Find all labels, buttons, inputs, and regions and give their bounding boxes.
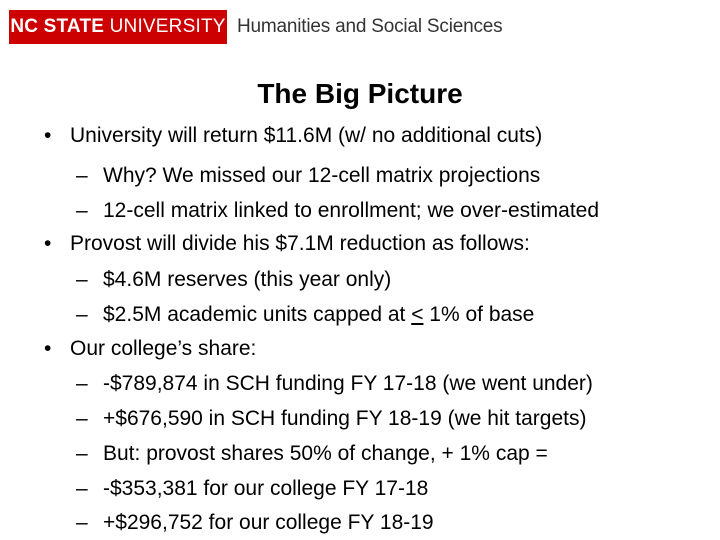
department-name: Humanities and Social Sciences: [237, 16, 503, 37]
bullet-marker: •: [44, 337, 52, 360]
logo-bold-text: NC STATE: [10, 16, 105, 37]
dash-marker: –: [76, 303, 88, 326]
slide-title: [0, 78, 720, 110]
sub-bullet-text: 12-cell matrix linked to enrollment; we over-estimated: [103, 199, 600, 222]
dash-marker: –: [76, 477, 88, 500]
text-after: 1% of base: [423, 303, 535, 326]
dash-marker: –: [76, 268, 88, 291]
sub-bullet-text: +$676,590 in SCH funding FY 18-19 (we hit targets): [103, 407, 587, 430]
sub-bullet-text: -$353,381 for our college FY 17-18: [103, 477, 429, 500]
bullet-marker: •: [44, 124, 52, 147]
text-before: $2.5M academic units capped at: [103, 303, 412, 326]
dash-marker: –: [76, 372, 88, 395]
bullet-text: Our college’s share:: [70, 337, 257, 360]
sub-bullet-text: But: provost shares 50% of change, + 1% cap =: [103, 442, 548, 465]
sub-bullet-text: $4.6M reserves (this year only): [103, 268, 392, 291]
bullet-marker: •: [44, 232, 52, 255]
bullet-text: Provost will divide his $7.1M reduction as follows:: [70, 232, 530, 255]
less-equal-symbol: <: [411, 303, 424, 326]
dash-marker: –: [76, 199, 88, 222]
sub-bullet-text: Why? We missed our 12-cell matrix projections: [103, 164, 541, 187]
slide-title-text: The Big Picture: [257, 78, 463, 109]
header-bar: [9, 10, 502, 44]
logo-light-text: UNIVERSITY: [109, 16, 226, 37]
bullet-text: University will return $11.6M (w/ no additional cuts): [70, 124, 543, 147]
dash-marker: –: [76, 442, 88, 465]
sub-bullet-text: +$296,752 for our college FY 18-19: [103, 511, 434, 534]
sub-bullet-text: -$789,874 in SCH funding FY 17-18 (we went under): [103, 372, 593, 395]
dash-marker: –: [76, 164, 88, 187]
university-logo: [9, 10, 227, 44]
dash-marker: –: [76, 407, 88, 430]
sub-bullet-text: [103, 303, 534, 327]
dash-marker: –: [76, 511, 88, 534]
